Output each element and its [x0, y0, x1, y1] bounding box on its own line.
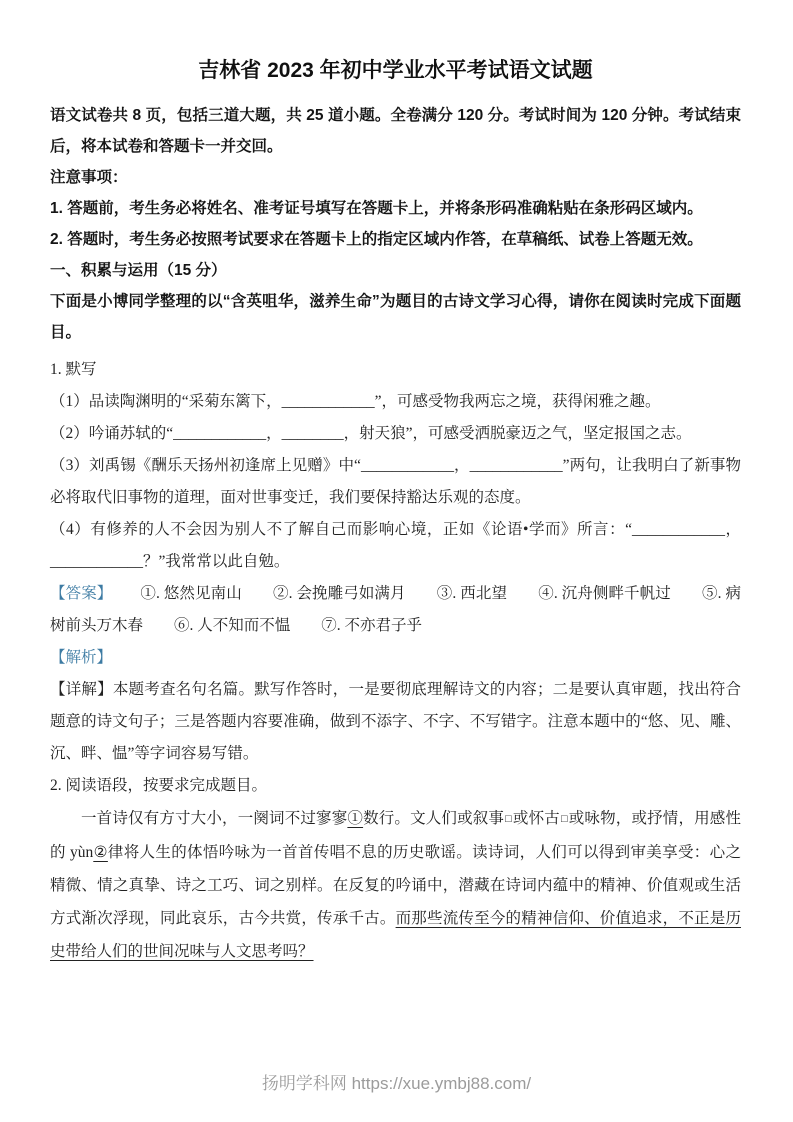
- answer-label: 【答案】: [50, 585, 113, 602]
- passage-underlined-sentence: 而那些流传至今的精神信仰、价值追求，不正是历史带给人们的世间况味与人文思考吗？: [50, 910, 741, 960]
- passage-segment: 或咏物，或抒情，用感性的 yùn: [50, 810, 741, 861]
- question-2-label: 2. 阅读语段，按要求完成题目。: [50, 777, 268, 794]
- page-title: 吉林省 2023 年初中学业水平考试语文试题: [198, 59, 593, 82]
- notes-header: 注意事项：: [50, 169, 128, 186]
- punctuation-blank-box: □: [560, 813, 568, 825]
- watermark-site-link: 扬明学科网 https://xue.ymbj88.com/: [261, 1074, 532, 1093]
- analysis-label: 【解析】: [50, 649, 113, 666]
- question-1-item-1: （1）品读陶渊明的“采菊东篱下，____________”，可感受物我两忘之境，获得闲雅之趣。: [50, 393, 661, 410]
- detail-text: 本题考查名句名篇。默写作答时，一是要彻底理解诗文的内容；二是要认真审题，找出符合题意的诗文句子；三是答题内容要准确，做到不添字、不字、不写错字。注意本题中的“悠、见、雕、沉、畔、愠”等字词容易写错。: [50, 681, 741, 762]
- exam-intro: 语文试卷共 8 页，包括三道大题，共 25 道小题。全卷满分 120 分。考试时间为 120 分钟。考试结束后，将本试卷和答题卡一并交回。: [50, 107, 741, 155]
- passage-segment: 或怀古: [512, 810, 560, 827]
- analysis-row: [50, 642, 741, 674]
- note-item-2: 2. 答题时，考生务必按照考试要求在答题卡上的指定区域内作答，在草稿纸、试卷上答题无效。: [50, 231, 703, 248]
- passage-marker-1: ①: [347, 810, 364, 827]
- detail-row: [50, 674, 741, 770]
- passage-marker-2: ②: [93, 844, 108, 861]
- passage-segment: 数行。文人们或叙事: [363, 810, 505, 827]
- section-1-title: 一、积累与运用（15 分）: [50, 262, 227, 279]
- passage-segment: 律将人生的体悟吟咏为一首首传唱不息的历史歌谣。读诗词，人们可以得到审美享受：心之精微、情之真挚、诗之工巧、词之别样。在反复的吟诵中，潜藏在诗词内蕴中的精神、价值观或生活方式渐次浮现，同此哀乐，古今共赏，传承千古。: [50, 844, 741, 927]
- question-1-answer-row: [50, 578, 741, 642]
- answer-text: ①. 悠然见南山 ②. 会挽雕弓如满月 ③. 西北望 ④. 沉舟侧畔千帆过 ⑤. 病树前头万木春 ⑥. 人不知而不愠 ⑦. 不亦君子乎: [50, 585, 741, 634]
- passage-segment: 一首诗仅有方寸大小，一阕词不过寥寥: [81, 810, 348, 827]
- question-2-passage: [50, 802, 741, 968]
- punctuation-blank-box: □: [505, 813, 512, 825]
- detail-label: 【详解】: [50, 681, 113, 698]
- question-1-item-4: （4）有修养的人不会因为别人不了解自己而影响心境，正如《论语•学而》所言：“____________，____________？”我常常以此自勉。: [50, 521, 741, 570]
- section-1-intro: 下面是小博同学整理的以“含英咀华，滋养生命”为题目的古诗文学习心得，请你在阅读时完成下面题目。: [50, 293, 741, 341]
- question-1-label: 1. 默写: [50, 361, 97, 378]
- question-1-item-3: （3）刘禹锡《酬乐天扬州初逢席上见赠》中“____________，____________”两句，让我明白了新事物必将取代旧事物的道理，面对世事变迁，我们要保持豁达乐观的态度。: [50, 457, 741, 506]
- question-1-item-2: （2）吟诵苏轼的“____________，________，射天狼”，可感受洒脱豪迈之气，坚定报国之志。: [50, 425, 692, 442]
- note-item-1: 1. 答题前，考生务必将姓名、准考证号填写在答题卡上，并将条形码准确粘贴在条形码区域内。: [50, 200, 703, 217]
